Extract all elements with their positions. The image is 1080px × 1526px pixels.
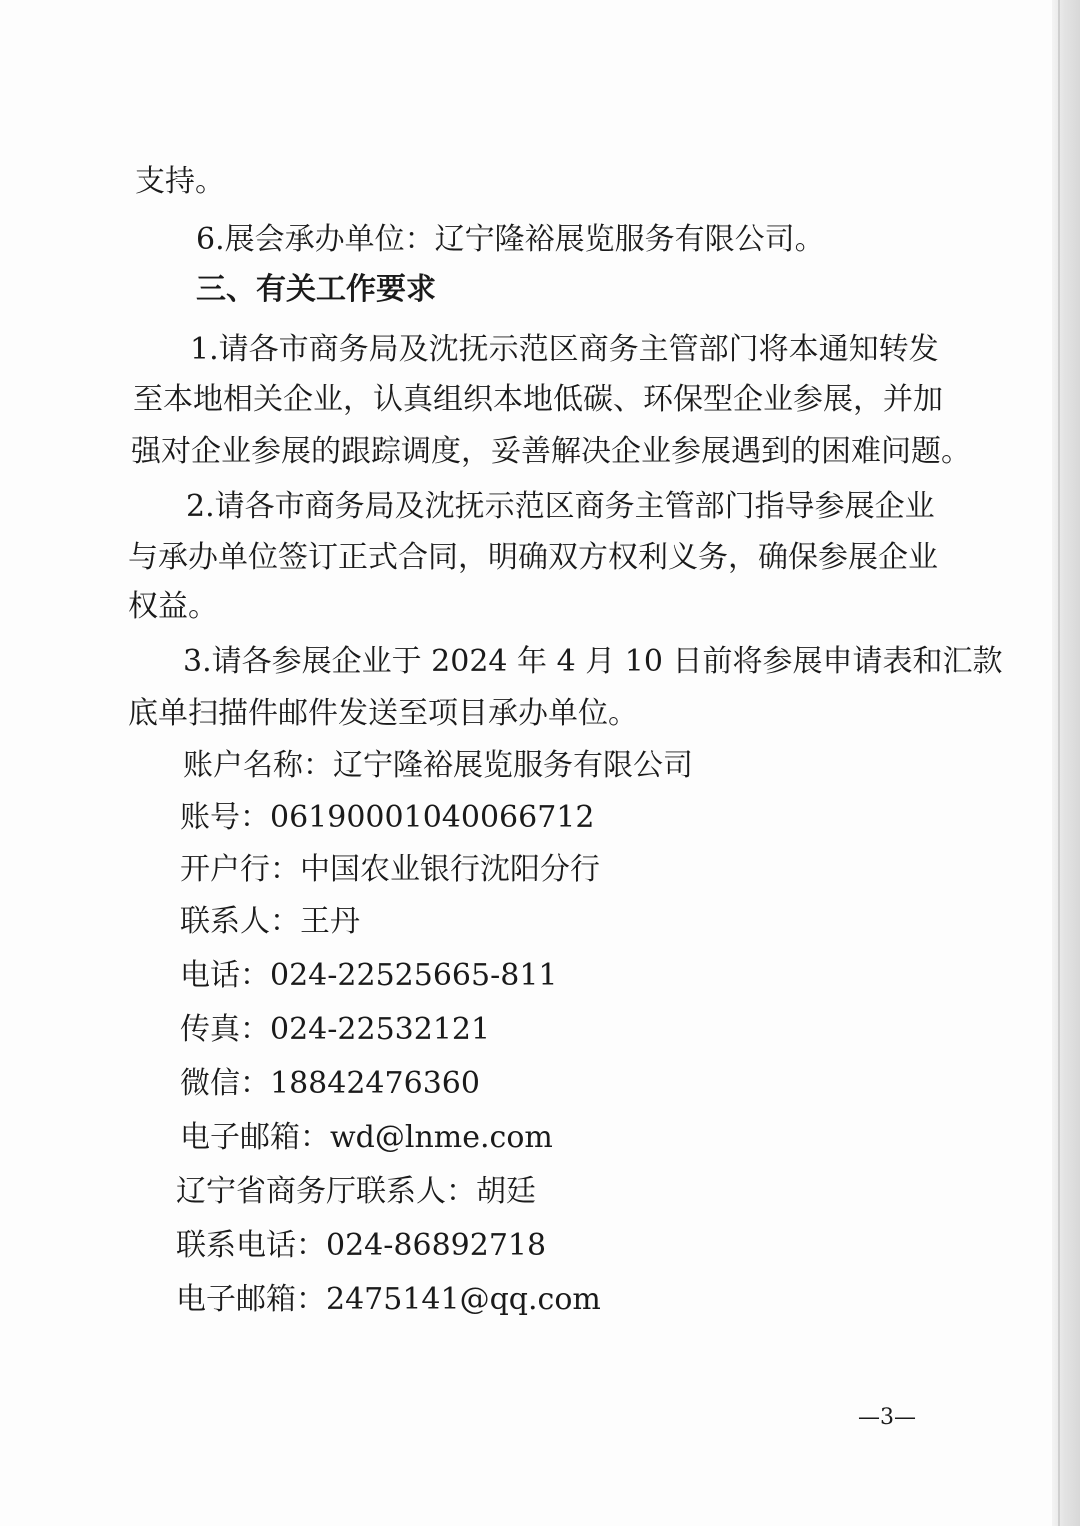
contact-person: 联系人：王丹 bbox=[180, 904, 360, 939]
paragraph-line: 支持。 bbox=[135, 164, 225, 199]
paragraph-line: 权益。 bbox=[128, 589, 218, 624]
bank-name: 开户行：中国农业银行沈阳分行 bbox=[180, 852, 600, 887]
page-number: —3— bbox=[858, 1405, 916, 1430]
paragraph-line: 底单扫描件邮件发送至项目承办单位。 bbox=[128, 696, 638, 731]
paragraph-line: 与承办单位签订正式合同，明确双方权利义务，确保参展企业 bbox=[128, 540, 938, 575]
fax: 传真：024-22532121 bbox=[180, 1012, 491, 1047]
email: 电子邮箱：wd@lnme.com bbox=[180, 1120, 553, 1155]
department-contact: 辽宁省商务厅联系人：胡廷 bbox=[176, 1174, 536, 1209]
paragraph-line: 强对企业参展的跟踪调度，妥善解决企业参展遇到的困难问题。 bbox=[131, 434, 971, 469]
department-email: 电子邮箱：2475141@qq.com bbox=[176, 1282, 601, 1317]
paragraph-line: 3.请各参展企业于 2024 年 4 月 10 日前将参展申请表和汇款 bbox=[183, 644, 1003, 679]
paragraph-line: 1.请各市商务局及沈抚示范区商务主管部门将本通知转发 bbox=[190, 332, 939, 367]
phone: 电话：024-22525665-811 bbox=[180, 958, 558, 993]
paragraph-line: 2.请各市商务局及沈抚示范区商务主管部门指导参展企业 bbox=[186, 489, 935, 524]
paragraph-line: 6.展会承办单位：辽宁隆裕展览服务有限公司。 bbox=[196, 222, 825, 257]
paragraph-line: 至本地相关企业，认真组织本地低碳、环保型企业参展，并加 bbox=[133, 382, 943, 417]
department-phone: 联系电话：024-86892718 bbox=[176, 1228, 547, 1263]
wechat: 微信：18842476360 bbox=[180, 1066, 480, 1101]
account-number: 账号：06190001040066712 bbox=[180, 800, 595, 835]
account-name: 账户名称：辽宁隆裕展览服务有限公司 bbox=[183, 748, 693, 783]
section-heading: 三、有关工作要求 bbox=[196, 272, 436, 307]
scan-edge bbox=[1052, 0, 1080, 1526]
